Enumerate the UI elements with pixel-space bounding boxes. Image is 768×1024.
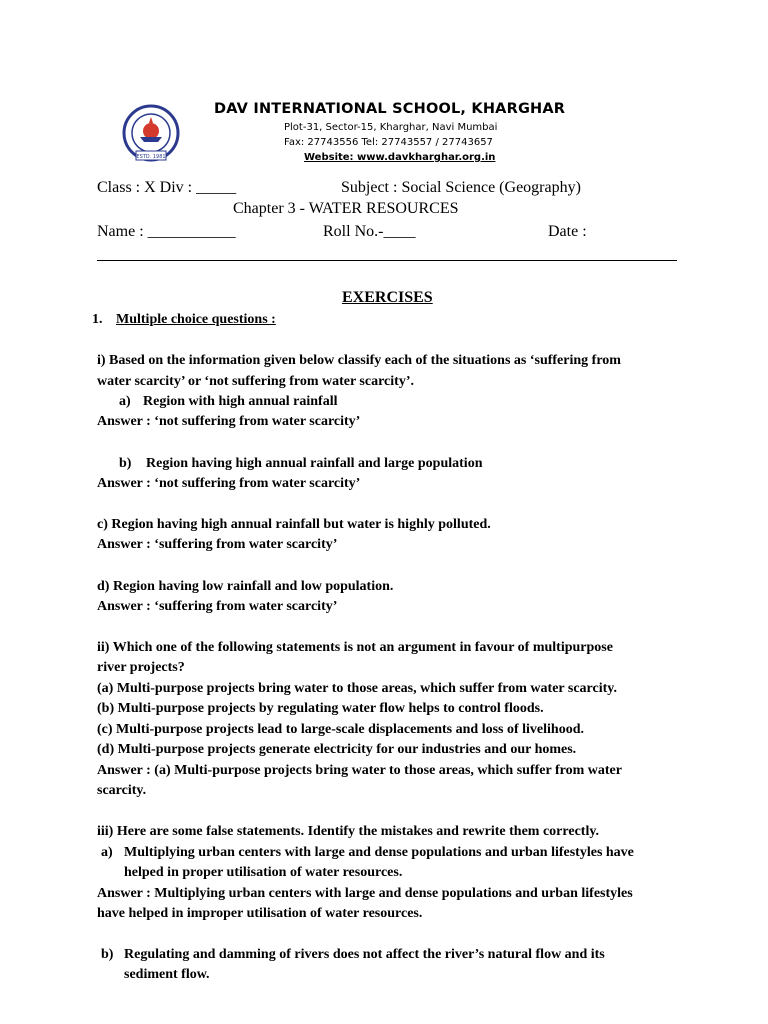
website-line: Website: www.davkharghar.org.in bbox=[304, 152, 496, 163]
option-text: d) Region having low rainfall and low population. bbox=[97, 579, 394, 594]
question-text: river projects? bbox=[97, 660, 185, 675]
answer-text: Answer : (a) Multi-purpose projects bring water to those areas, which suffer from water bbox=[97, 763, 622, 778]
school-logo bbox=[118, 104, 184, 166]
option-text: Region with high annual rainfall bbox=[143, 394, 338, 409]
roll-field: Roll No.-____ bbox=[323, 223, 416, 240]
answer-text: Answer : ‘not suffering from water scarcity’ bbox=[97, 476, 361, 491]
option-label: b) bbox=[101, 947, 114, 962]
date-field: Date : bbox=[548, 223, 587, 240]
question-text: iii) Here are some false statements. Identify the mistakes and rewrite them correctly. bbox=[97, 824, 600, 839]
answer-text: scarcity. bbox=[97, 783, 147, 798]
option-text: sediment flow. bbox=[124, 967, 210, 982]
option-text: (a) Multi-purpose projects bring water to those areas, which suffer from water scarcity. bbox=[97, 681, 617, 696]
question-heading: Multiple choice questions : bbox=[116, 312, 276, 327]
name-field: Name : ___________ bbox=[97, 223, 236, 240]
chapter-title: Chapter 3 - WATER RESOURCES bbox=[233, 200, 459, 217]
answer-text: Answer : ‘suffering from water scarcity’ bbox=[97, 537, 338, 552]
option-text: Multiplying urban centers with large and dense populations and urban lifestyles have bbox=[124, 845, 634, 860]
question-number: 1. bbox=[92, 312, 103, 327]
option-label: a) bbox=[101, 845, 113, 860]
option-label: a) bbox=[119, 394, 131, 409]
answer-text: have helped in improper utilisation of water resources. bbox=[97, 906, 423, 921]
address-line-1: Plot-31, Sector-15, Kharghar, Navi Mumbai bbox=[284, 122, 498, 133]
option-label: b) bbox=[119, 456, 132, 471]
header-divider bbox=[97, 260, 677, 261]
question-text: i) Based on the information given below classify each of the situations as ‘suffering from bbox=[97, 353, 621, 368]
option-text: Region having high annual rainfall and large population bbox=[146, 456, 483, 471]
option-text: (d) Multi-purpose projects generate electricity for our industries and our homes. bbox=[97, 742, 577, 757]
class-div: Class : X Div : _____ bbox=[97, 179, 237, 196]
answer-text: Answer : ‘suffering from water scarcity’ bbox=[97, 599, 338, 614]
school-name: DAV INTERNATIONAL SCHOOL, KHARGHAR bbox=[214, 101, 566, 117]
option-text: helped in proper utilisation of water resources. bbox=[124, 865, 403, 880]
option-text: c) Region having high annual rainfall but water is highly polluted. bbox=[97, 517, 491, 532]
option-text: (c) Multi-purpose projects lead to large-scale displacements and loss of livelihood. bbox=[97, 722, 584, 737]
svg-text:ESTD. 1981: ESTD. 1981 bbox=[136, 154, 166, 160]
option-text: Regulating and damming of rivers does not affect the river’s natural flow and its bbox=[124, 947, 605, 962]
subject: Subject : Social Science (Geography) bbox=[341, 179, 581, 196]
section-title: EXERCISES bbox=[342, 289, 433, 306]
address-line-2: Fax: 27743556 Tel: 27743557 / 27743657 bbox=[284, 137, 493, 148]
answer-text: Answer : Multiplying urban centers with large and dense populations and urban lifestyles bbox=[97, 886, 633, 901]
option-text: (b) Multi-purpose projects by regulating water flow helps to control floods. bbox=[97, 701, 544, 716]
question-text: ii) Which one of the following statements is not an argument in favour of multipurpose bbox=[97, 640, 613, 655]
answer-text: Answer : ‘not suffering from water scarcity’ bbox=[97, 414, 361, 429]
question-text: water scarcity’ or ‘not suffering from water scarcity’. bbox=[97, 374, 414, 389]
